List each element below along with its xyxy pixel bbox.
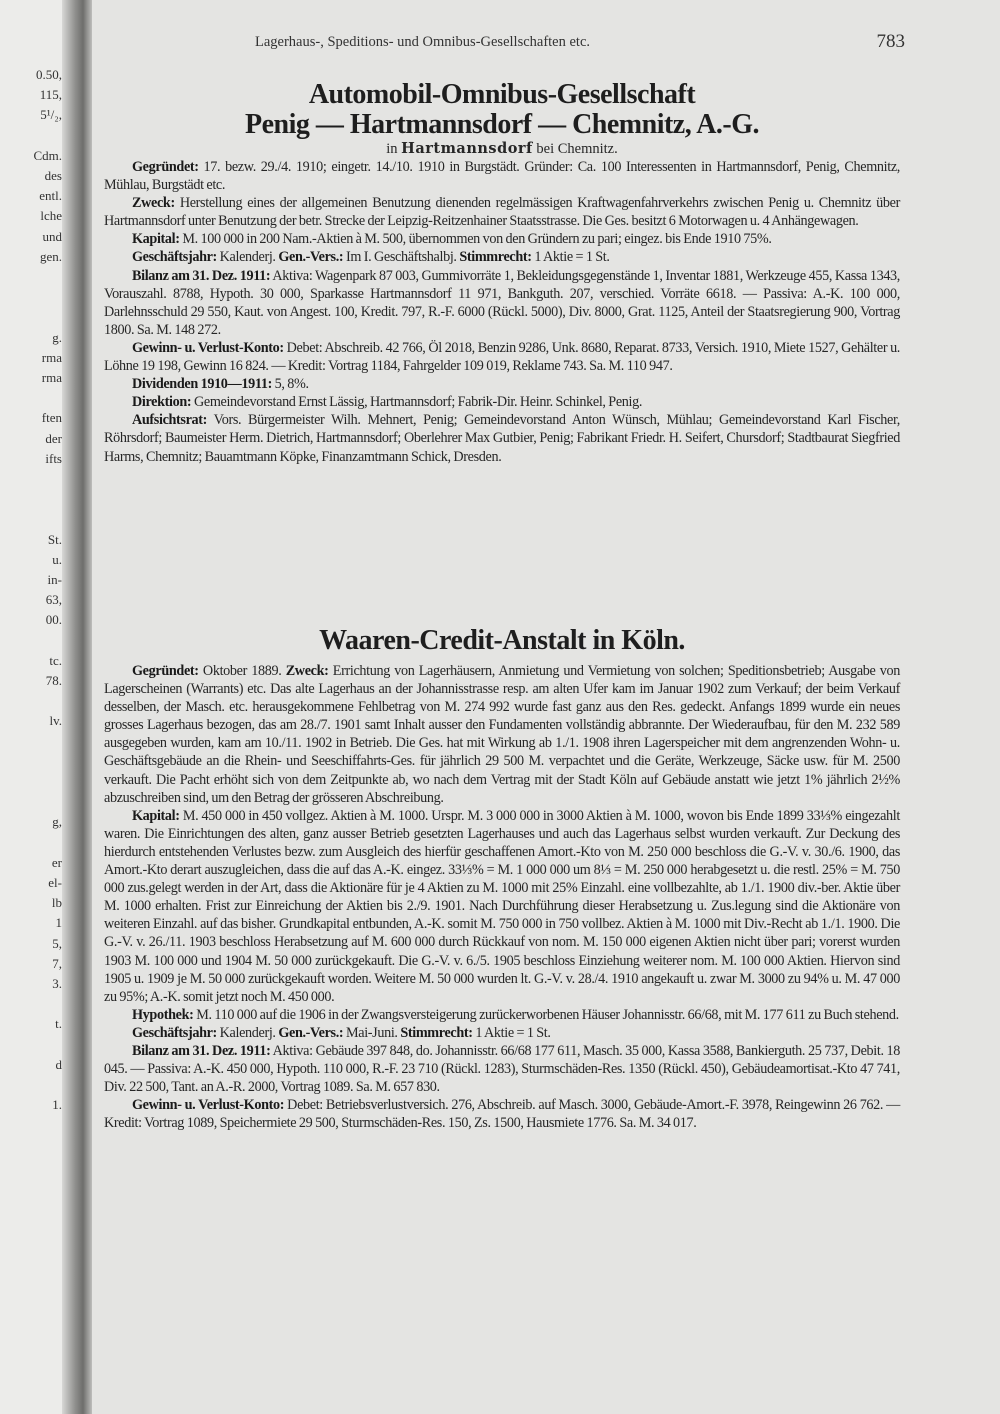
- paragraph-text: Aktiva: Wagenpark 87 003, Gummivorräte 1, Bekleidungsgegenstände 1, Inventar 1881, Werkzeuge 455, Kassa 1343, Vorauszahl. 8788, Hypoth. 30 000, Sparkasse Hartmannsdorf 11 971, Bankguth. 207, verschied. Vorräte 6618. — Passiva: A.-K. 100 000, Darlehnsschuld 29 550, Kaut. von Angest. 100, Kredit. 797, R.-F. 6000 (Rückl. 5000), Div. 8000, Grat. 1125, Anteil der Staatsregierung 900, Vortrag 1800. Sa. M. 148 272.: [104, 267, 900, 338]
- margin-fragment: 1: [55, 915, 62, 931]
- entry-automobil-omnibus: [104, 80, 900, 466]
- margin-fragment: lv.: [49, 713, 62, 729]
- paragraph-label: Bilanz am 31. Dez. 1911:: [132, 267, 271, 284]
- margin-fragment: lb: [51, 895, 62, 911]
- paragraph-text: Oktober 1889.: [198, 663, 286, 679]
- margin-fragment: rma: [41, 370, 62, 385]
- running-header: [255, 31, 905, 52]
- entry-title-line2: Penig — Hartmannsdorf — Chemnitz, A.-G.: [244, 109, 760, 140]
- margin-fragment: 00.: [45, 612, 62, 628]
- previous-page-margin: [0, 0, 62, 1414]
- paragraph: [104, 1006, 900, 1024]
- paragraph-text: Kalenderj.: [216, 1024, 279, 1041]
- paragraph-text: M. 100 000 in 200 Nam.-Aktien à M. 500, übernommen von den Gründern zu pari; eingez. bis Ende 1910 75%.: [179, 231, 772, 248]
- paragraph-label: Gewinn- u. Verlust-Konto:: [132, 1097, 285, 1114]
- paragraph-label: Dividenden 1910—1911:: [132, 376, 272, 393]
- margin-fragment: 5,: [52, 935, 62, 951]
- entry-title-line1: Automobil-Omnibus-Gesellschaft: [308, 79, 696, 110]
- margin-fragment: tc.: [49, 652, 62, 668]
- paragraph: [104, 393, 900, 411]
- paragraph: [104, 411, 900, 465]
- entry-location: [104, 140, 900, 158]
- margin-fragment: 78.: [45, 673, 62, 688]
- paragraph-label: Kapital:: [132, 231, 180, 248]
- paragraph-label: Gen.-Vers.:: [278, 249, 344, 266]
- paragraph: [104, 267, 900, 339]
- paragraph: [104, 1042, 900, 1096]
- paragraph-text: Herstellung eines der allgemeinen Benutzung dienenden regelmässigen Kraftwagenfahrverkehrs zwischen Penig u. Chemnitz über Hartmannsdorf unter Benutzung der betr. Strecke der Leipzig-Reitzenhainer Staatsstrasse. Die Ges. besitzt 6 Motorwagen u. 4 Anhängewagen.: [104, 195, 900, 230]
- location-prefix: in: [386, 141, 398, 157]
- margin-fragment: und: [42, 228, 62, 244]
- margin-fragment: 5¹/₂,: [40, 107, 62, 123]
- margin-fragment: el-: [48, 875, 62, 890]
- paragraph-label: Direktion:: [132, 394, 192, 411]
- margin-fragment: Cdm.: [33, 147, 62, 163]
- margin-fragment: in-: [47, 572, 62, 587]
- margin-fragment: gen.: [39, 248, 62, 264]
- entry-body: [104, 158, 900, 466]
- paragraph-text: Gemeindevorstand Ernst Lässig, Hartmannsdorf; Fabrik-Dir. Heinr. Schinkel, Penig.: [191, 394, 643, 411]
- paragraph-label: Gegründet:: [132, 663, 199, 679]
- paragraph: [104, 230, 900, 248]
- paragraph: [104, 662, 900, 807]
- paragraph-label: Stimmrecht:: [400, 1024, 473, 1041]
- paragraph-text: 5, 8%.: [271, 376, 309, 393]
- paragraph-label: Hypothek:: [132, 1006, 194, 1023]
- entry-waaren-credit-anstalt: [104, 626, 900, 1132]
- paragraph-text: Kalenderj.: [216, 249, 279, 266]
- margin-fragment: er: [51, 854, 62, 870]
- margin-fragment: entl.: [39, 188, 62, 204]
- paragraph-label: Kapital:: [132, 807, 180, 824]
- paragraph-label: Geschäftsjahr:: [132, 249, 217, 266]
- paragraph-label: Gegründet:: [132, 159, 199, 175]
- margin-fragment: ften: [41, 410, 62, 426]
- paragraph-text: Errichtung von Lagerhäusern, Anmietung und Vermietung von solchen; Speditionsbetrieb; Ausgabe von Lagerscheinen (Warrants) etc. Das alte Lagerhaus an der Johannisstrasse resp. am alten Ufer kam im Januar 1902 zum Verkauf; der beim Verkauf desselben, der Masch. etc. herausgekommene Fehlbetrag von M. 274 992 wurde fast ganz aus den Res. gedeckt. Anfangs 1899 wurde ein neues grosses Lagerhaus bezogen, das am 28./7. 1901 samt Inhalt ausser den Fundamenten vollständig abbrannte. Der Wiederaufbau, für den M. 232 589 ausgegeben wurden, kam am 10./11. 1902 in Betrieb. Die Ges. hat mit Wirkung ab 1./1. 1908 ihren Lagerspeicher mit dem angrenzenden Wohn- u. Geschäftsgebäude an die Rhein- und Seeschiffahrts-Ges. für jährlich 29 500 M. verpachtet und die Geräte, Werkzeuge, Säcke usw. für M. 2500 verkauft. Die Pacht erhöht sich von dem Zeitpunkte ab, wo nach dem Vertrag mit der Stadt Köln auf Gebäude anstatt wie jetzt 1% jährlich 2½% abzuschreiben sind, um den Betrag der grösseren Abschreibung.: [104, 663, 900, 806]
- location-town: Hartmannsdorf: [401, 140, 533, 157]
- paragraph-text: M. 110 000 auf die 1906 in der Zwangsversteigerung zurückerworbenen Häuser Johannisstr. 66/68, mit M. 177 611 zu Buch stehend.: [193, 1006, 899, 1023]
- paragraph-text: 17. bezw. 29./4. 1910; eingetr. 14./10. 1910 in Burgstädt. Gründer: Ca. 100 Interessenten in Hartmannsdorf, Penig, Chemnitz, Mühlau, Burgstädt etc.: [104, 159, 900, 194]
- paragraph-label: Stimmrecht:: [459, 249, 532, 266]
- margin-fragment: 7,: [52, 955, 62, 971]
- margin-fragment: 1.: [52, 1097, 62, 1113]
- paragraph-label: Gen.-Vers.:: [278, 1024, 344, 1041]
- margin-fragment: der: [45, 430, 62, 446]
- paragraph-text: Im I. Geschäftshalbj.: [343, 249, 460, 266]
- paragraph-label: Zweck:: [132, 195, 175, 212]
- running-title: Lagerhaus-, Speditions- und Omnibus-Gesellschaften etc.: [255, 34, 591, 50]
- margin-fragment: 115,: [39, 87, 62, 103]
- paragraph-label: Zweck:: [285, 663, 329, 679]
- paragraph-text: Vors. Bürgermeister Wilh. Mehnert, Penig; Gemeindevorstand Anton Wünsch, Mühlau; Gemeindevorstand Karl Fischer, Röhrsdorf; Baumeister Herm. Dietrich, Hartmannsdorf; Oberlehrer Max Gutbier, Penig; Fabrikant Friedr. H. Seifert, Chursdorf; Stadtbaurat Siegfried Harms, Chemnitz; Bauamtmann Köpke, Finanzamtmann Schick, Dresden.: [104, 412, 900, 465]
- paragraph: [104, 194, 900, 230]
- paragraph: [104, 248, 900, 266]
- margin-fragment: des: [44, 168, 62, 183]
- page-number: 783: [876, 31, 905, 52]
- paragraph-text: M. 450 000 in 450 vollgez. Aktien à M. 1000. Urspr. M. 3 000 000 in 3000 Aktien à M. 1000, wovon bis Ende 1899 33⅓% eingezahlt waren. Die Einrichtungen des alten, ganz ausser Betrieb gesetzten Lagerhauses und auch das Lagerhaus selbst wurden verkauft. Zur Deckung des hierdurch entstehenden Verlustes bezw. zum Ausgleich des hierfür geschaffenen Amort.-Kto von M. 250 000 beschloss die G.-V. v. 30./6. 1900, das Amort.-Kto derart auszugleichen, dass die auf das A.-K. eingez. 33⅓% = M. 1 000 000 um 8⅓ = M. 250 000 herabgesetzt u. die restl. 25% = M. 750 000 zus.gelegt werden in der Art, dass die Aktionäre für je 4 Aktien zu M. 1000 mit 25% Einzahl. eine vollbezahlte, ab 1./1. 1900 div.-ber. Aktie über M. 1000 erhalten. Frist zur Einreichung der Aktien bis 2./9. 1901. Nach Durchführung dieser Herabsetzung u. Zus.legung sind die Aktionäre von weiteren Einzahl. auf das bisher. Grundkapital entbunden, A.-K. somit M. 750 000 in 750 vollbez. Aktien à M. 1000 mit Div.-Recht ab 1./1. 1900. Die G.-V. v. 26./11. 1903 beschloss Herabsetzung auf M. 600 000 durch Rückkauf von nom. M. 150 000 eigenen Aktien nicht über pari; vorerst wurden 1903 M. 100 000 und 1904 M. 50 000 zurückgekauft. Die G.-V. v. 6./5. 1905 beschloss Einziehung weiterer nom. M. 100 000 Aktien. Hiervon sind 1905 u. 1909 je M. 50 000 zurückgekauft worden. Weitere M. 50 000 wurden lt. G.-V. v. 28./4. 1910 angekauft u. zwar M. 3000 zu 94% u. M. 47 000 zu 95%; A.-K. somit jetzt noch M. 450 000.: [104, 807, 900, 1005]
- paragraph-text: Debet: Abschreib. 42 766, Öl 2018, Benzin 9286, Unk. 8680, Reparat. 8733, Versich. 1910, Miete 1527, Gehälter u. Löhne 19 198, Gewinn 16 824. — Kredit: Vortrag 1184, Fahrgelder 109 019, Reklame 743. Sa. M. 110 947.: [104, 339, 901, 375]
- paragraph-text: 1 Aktie = 1 St.: [531, 249, 610, 266]
- paragraph: [104, 339, 900, 375]
- paragraph: [104, 807, 900, 1006]
- paragraph-label: Gewinn- u. Verlust-Konto:: [132, 339, 284, 356]
- entry-title: Waaren-Credit-Anstalt in Köln.: [319, 625, 685, 656]
- paragraph-text: 1 Aktie = 1 St.: [472, 1024, 551, 1041]
- paragraph-label: Aufsichtsrat:: [132, 412, 208, 429]
- margin-fragment: St.: [47, 531, 62, 547]
- paragraph-text: Debet: Betriebsverlustversich. 276, Abschreib. auf Masch. 3000, Gebäude-Amort.-F. 3978, Reingewinn 26 762. — Kredit: Vortrag 1089, Speichermiete 29 500, Sturmschäden-Res. 150, Zs. 1500, Hausmiete 1776. Sa. M. 34 017.: [104, 1097, 900, 1132]
- paragraph: [104, 1024, 900, 1042]
- margin-fragment: g.: [52, 329, 62, 345]
- margin-fragment: 63,: [45, 592, 62, 608]
- paragraph-text: Mai-Juni.: [343, 1024, 401, 1041]
- paragraph-label: Bilanz am 31. Dez. 1911:: [132, 1042, 271, 1059]
- paragraph: [104, 375, 900, 393]
- paragraph: [104, 158, 900, 194]
- margin-fragment: 3.: [52, 976, 62, 991]
- margin-fragment: lche: [40, 208, 62, 224]
- book-gutter-shadow: [62, 0, 92, 1414]
- entry-body: [104, 662, 900, 1132]
- margin-fragment: rma: [41, 349, 62, 365]
- margin-fragment: t.: [55, 1016, 62, 1032]
- margin-fragment: d: [55, 1056, 62, 1072]
- margin-fragment: g,: [52, 814, 62, 830]
- margin-fragment: 0.50,: [36, 67, 62, 82]
- margin-fragment: u.: [52, 551, 62, 567]
- paragraph: [104, 1096, 900, 1132]
- paragraph-label: Geschäftsjahr:: [132, 1024, 217, 1041]
- location-suffix: bei Chemnitz.: [536, 141, 618, 157]
- paragraph-text: Aktiva: Gebäude 397 848, do. Johannisstr. 66/68 177 611, Masch. 35 000, Kassa 3588, Bankierguth. 25 737, Debit. 18 045. — Passiva: A.-K. 450 000, Hypoth. 110 000, R.-F. 23 710 (Rückl. 1283), Sturmschäden-Res. 1350 (Rückl. 450), Gebäudeamortisat.-Kto 47 741, Div. 22 500, Tant. an A.-R. 2000, Vortrag 1089. Sa. M. 657 830.: [104, 1042, 901, 1096]
- margin-fragment: ifts: [45, 450, 62, 466]
